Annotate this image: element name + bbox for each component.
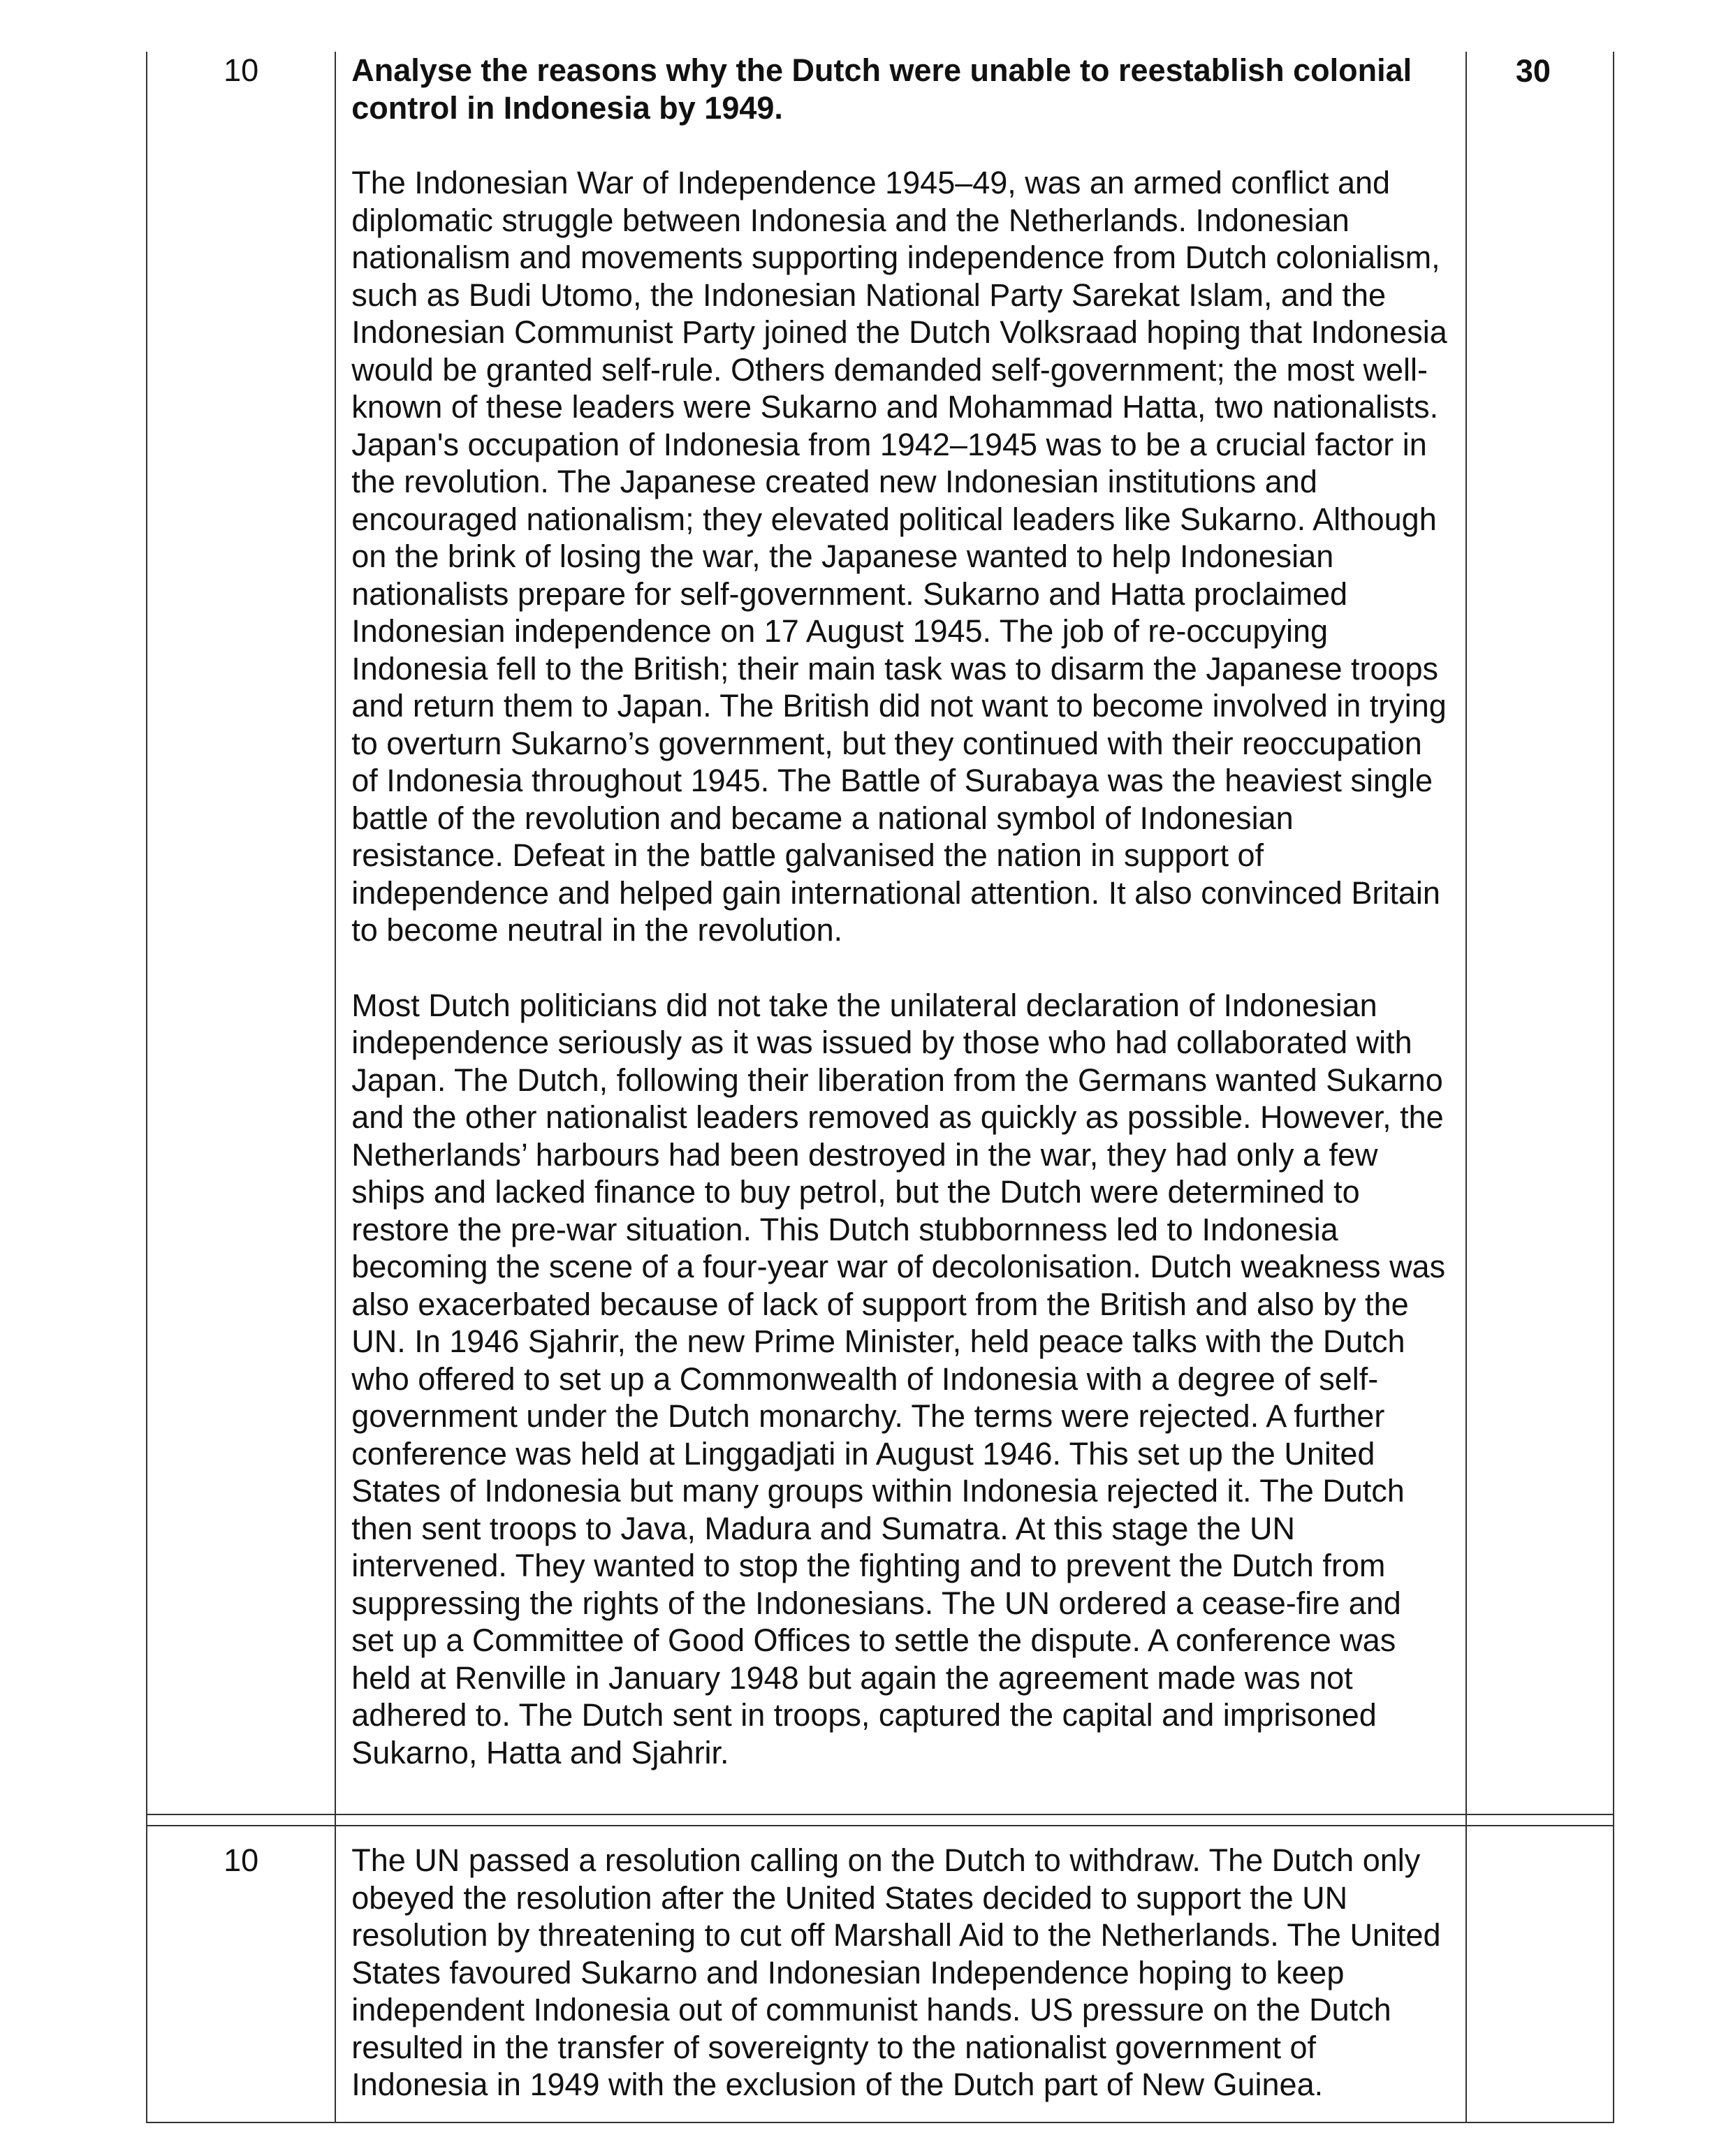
table-row xyxy=(147,52,1614,1814)
answer-cell xyxy=(335,1826,1466,2122)
answer-cell xyxy=(335,52,1466,1814)
marks-value: 30 xyxy=(1466,52,1614,1814)
question-text: Analyse the reasons why the Dutch were unable to reestablish colonial control in Indonesia by 1949. xyxy=(351,52,1412,126)
answer-paragraph: Most Dutch politicians did not take the unilateral declaration of Indonesian independence seriously as it was issued by those who had collaborated with Japan. The Dutch, following their liberation from the Germans wanted Sukarno and the other nationalist leaders removed as quickly as possible. However, the Netherlands’ harbours had been destroyed in the war, they had only a few ships and lacked finance to buy petrol, but the Dutch were determined to restore the pre-war situation. This Dutch stubbornness led to Indonesia becoming the scene of a four-year war of decolonisation. Dutch weakness was also exacerbated because of lack of support from the British and also by the UN. In 1946 Sjahrir, the new Prime Minister, held peace talks with the Dutch who offered to set up a Commonwealth of Indonesia with a degree of self-government under the Dutch monarchy. The terms were rejected. A further conference was held at Linggadjati in August 1946. This set up the United States of Indonesia but many groups within Indonesia rejected it. The Dutch then sent troops to Java, Madura and Sumatra. At this stage the UN intervened. They wanted to stop the fighting and to prevent the Dutch from suppressing the rights of the Indonesians. The UN ordered a cease-fire and set up a Committee of Good Offices to settle the dispute. A conference was held at Renville in January 1948 but again the agreement made was not adhered to. The Dutch sent in troops, captured the capital and imprisoned Sukarno, Hatta and Sjahrir. xyxy=(351,987,1446,1770)
table-row xyxy=(147,1826,1614,2122)
separator-cell xyxy=(147,1814,335,1826)
answer-paragraph: The Indonesian War of Independence 1945–49, was an armed conflict and diplomatic struggle between Indonesia and the Netherlands. Indonesian nationalism and movements supporting independence from Dutch colonialism, such as Budi Utomo, the Indonesian National Party Sarekat Islam, and the Indonesian Communist Party joined the Dutch Volksraad hoping that Indonesia would be granted self-rule. Others demanded self-government; the most well-known of these leaders were Sukarno and Mohammad Hatta, two nationalists. Japan's occupation of Indonesia from 1942–1945 was to be a crucial factor in the revolution. The Japanese created new Indonesian institutions and encouraged nationalism; they elevated political leaders like Sukarno. Although on the brink of losing the war, the Japanese wanted to help Indonesian nationalists prepare for self-government. Sukarno and Hatta proclaimed Indonesian independence on 17 August 1945. The job of re-occupying Indonesia fell to the British; their main task was to disarm the Japanese troops and return them to Japan. The British did not want to become involved in trying to overturn Sukarno’s government, but they continued with their reoccupation of Indonesia throughout 1945. The Battle of Surabaya was the heaviest single battle of the revolution and became a national symbol of Indonesian resistance. Defeat in the battle galvanised the nation in support of independence and helped gain international attention. It also convinced Britain to become neutral in the revolution. xyxy=(351,165,1447,948)
marks-value xyxy=(1466,1826,1614,2122)
separator-cell xyxy=(335,1814,1466,1826)
question-number: 10 xyxy=(147,52,335,1814)
answer-paragraph: The UN passed a resolution calling on the Dutch to withdraw. The Dutch only obeyed the resolution after the United States decided to support the UN resolution by threatening to cut off Marshall Aid to the Netherlands. The United States favoured Sukarno and Indonesian Independence hoping to keep independent Indonesia out of communist hands. US pressure on the Dutch resulted in the transfer of sovereignty to the nationalist government of Indonesia in 1949 with the exclusion of the Dutch part of New Guinea. xyxy=(351,1842,1441,2102)
question-number: 10 xyxy=(147,1826,335,2122)
separator-cell xyxy=(1466,1814,1614,1826)
mark-scheme-table xyxy=(146,52,1614,2123)
row-separator xyxy=(147,1814,1614,1826)
